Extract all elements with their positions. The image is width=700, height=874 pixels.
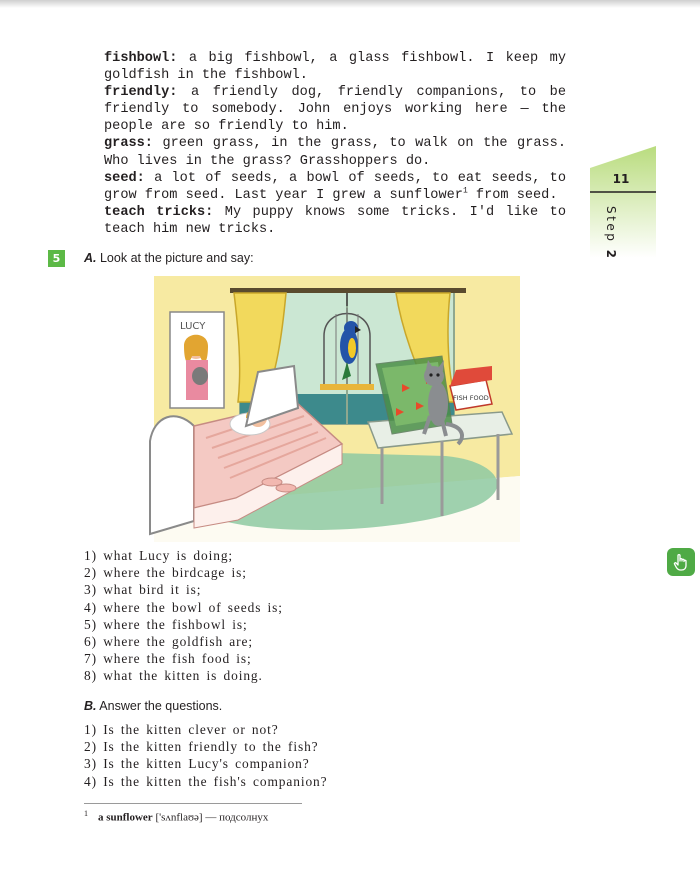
footnote-divider — [84, 803, 302, 804]
step-tab — [590, 146, 658, 258]
vocabulary-block — [104, 50, 566, 238]
slipper — [276, 484, 296, 492]
fish-food-label: FISH FOOD — [453, 394, 489, 402]
vocab-entry-friendly: friendly: a friendly dog, friendly companions, to be friendly to somebody. John enjoys working here — the people are so friendly to him. — [104, 85, 566, 135]
footnote: $^1$ a sunflower ['sʌnflaʊə] — подсолнух — [84, 809, 269, 824]
list-item: 2) Is the kitten friendly to the fish? — [84, 739, 319, 755]
instruction-b: B. Answer the questions. — [84, 699, 223, 713]
vocab-entry-teach-tricks: teach tricks: My puppy knows some tricks. I'd like to teach him new tricks. — [104, 204, 566, 237]
step-tab-shape — [590, 146, 658, 258]
list-item: 6) where the goldfish are; — [84, 634, 253, 650]
lucy-poster — [170, 312, 224, 408]
list-item: 1) what Lucy is doing; — [84, 548, 234, 563]
interactive-hand-button[interactable] — [667, 548, 695, 576]
vocab-entry-seed: seed: a lot of seeds, a bowl of seeds, to eat seeds, to grow from seed. Last year I grew a sunflower$^1$ from seed. — [104, 170, 566, 203]
list-item: 8) what the kitten is doing. — [84, 668, 263, 684]
hand-pointer-icon — [673, 553, 689, 571]
list-item: 2) where the birdcage is; — [84, 565, 247, 581]
step-label: Step 2 — [604, 206, 618, 261]
bedroom-illustration — [146, 276, 520, 542]
list-item: 7) where the fish food is; — [84, 651, 252, 667]
list-item: 4) where the bowl of seeds is; — [84, 599, 283, 615]
list-item: 3) Is the kitten Lucy's companion? — [84, 756, 310, 772]
list-item: 4) Is the kitten the fish's companion? — [84, 773, 328, 789]
instruction-a: A. Look at the picture and say: — [84, 251, 254, 265]
footnote-ref[interactable]: 1 — [462, 186, 468, 196]
fish-food-box — [450, 366, 492, 410]
list-item: 5) where the fishbowl is; — [84, 616, 248, 632]
poster-text: LUCY — [180, 321, 206, 332]
vocab-entry-grass: grass: green grass, in the grass, to walk on the grass. Who lives in the grass? Grasshoppers do. — [104, 136, 566, 169]
top-edge-shadow — [0, 0, 700, 8]
list-item: 3) what bird it is; — [84, 582, 202, 598]
vocab-entry-fishbowl: fishbowl: a big fishbowl, a glass fishbowl. I keep my goldfish in the fishbowl. — [104, 51, 566, 84]
part-b-list — [84, 721, 327, 790]
exercise-number-badge: 5 — [48, 250, 65, 267]
part-a-list — [84, 547, 283, 685]
list-item: 1) Is the kitten clever or not? — [84, 722, 279, 737]
page-number: 11 — [612, 172, 630, 186]
